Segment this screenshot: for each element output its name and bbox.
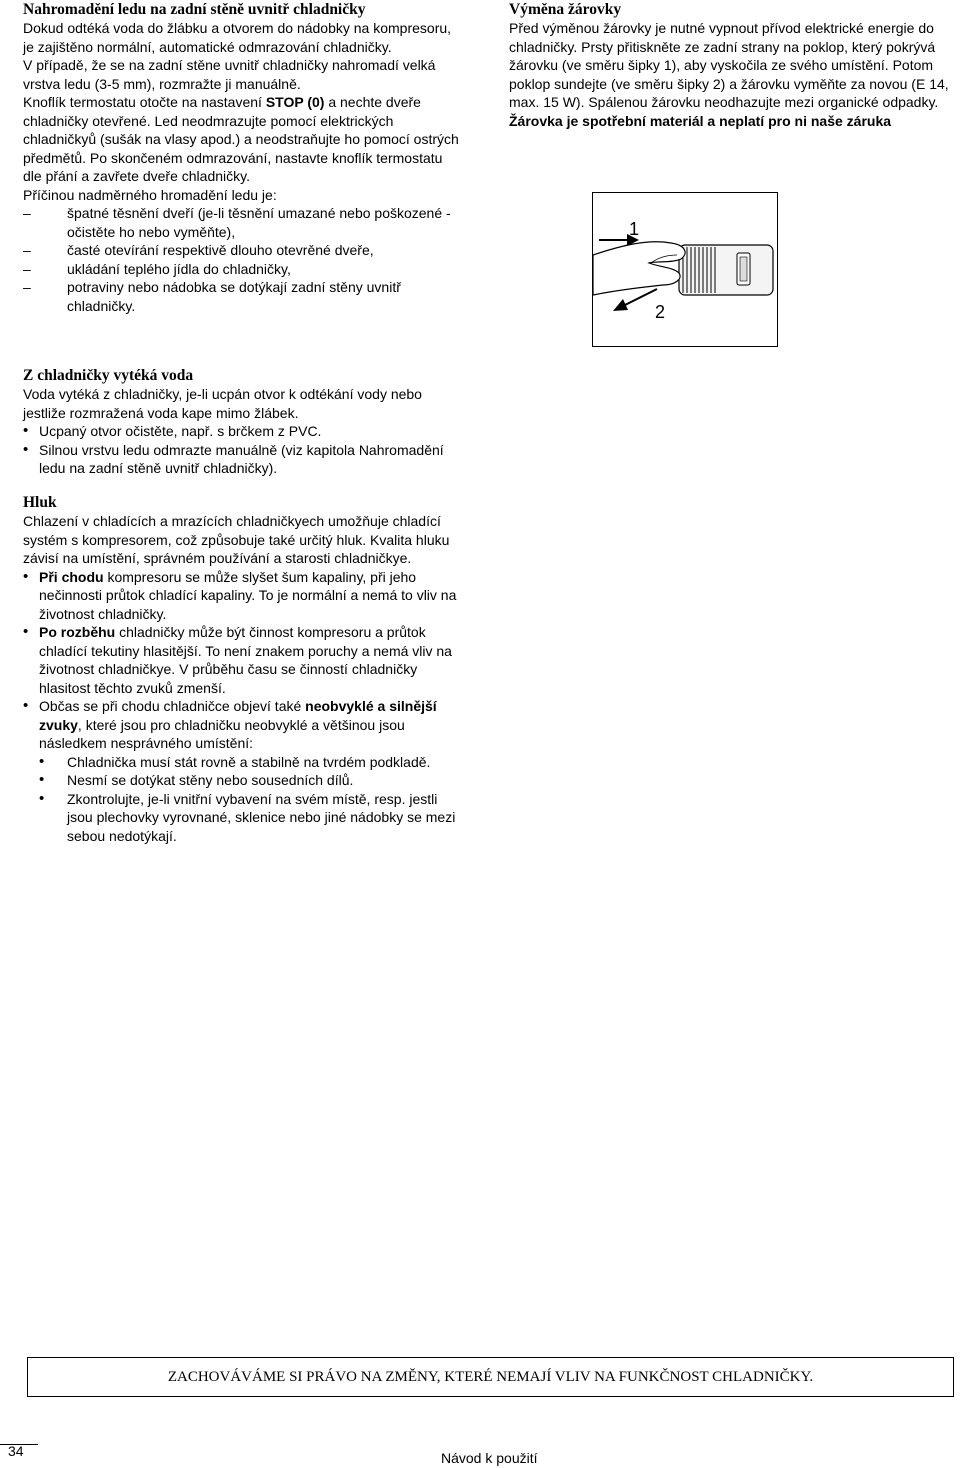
section-noise — [23, 493, 463, 845]
section-heading: Nahromadění ledu na zadní stěně uvnitř chladničky — [23, 1, 366, 18]
list-item: – špatné těsnění dveří (je-li těsnění umazané nebo poškozené - očistěte ho nebo vyměňte), — [23, 204, 463, 241]
list-item: • Při chodu kompresoru se může slyšet šum kapaliny, při jeho nečinnosti průtok chladící kapaliny. To je normální a nemá to vliv na životnost chladničky. — [23, 568, 463, 624]
bulb-replacement-figure — [592, 192, 778, 347]
paragraph: Knoflík termostatu otočte na nastavení STOP (0) a nechte dveře chladničky otevřené. Led neodmrazujte pomocí elektrických chladničkyů (sušák na vlasy apod.) a neodstraňujte ho pomocí ostrých předmětů. Po skončeném odmrazování, nastavte knoflík termostatu dle přání a zavřete dveře chladničky. — [23, 94, 459, 184]
bulb-illustration — [593, 193, 777, 346]
list-item: • Občas se při chodu chladničce objeví také neobvyklé a silnější zvuky, které jsou pro chladničku neobvyklé a většinou jsou následkem nesprávného umístění: • Chladnička musí stát rovně a stabilně na tvrdém podkladě. • Nesmí se dotýkat stěny nebo sousedních dílů. • Zkontrolujte, je-li vnitřní vybavení na svém místě, resp. jestli jsou plechovky vyrovnané, sklenice nebo jiné nádobky se mezi sebou nedotýkají. — [23, 697, 463, 845]
rights-notice: ZACHOVÁVÁME SI PRÁVO NA ZMĚNY, KTERÉ NEMAJÍ VLIV NA FUNKČNOST CHLADNIČKY. — [27, 1357, 954, 1397]
arrow-label-2: 2 — [655, 302, 666, 322]
list-item: – ukládání teplého jídla do chladničky, — [23, 260, 463, 279]
list-item: – časté otevírání respektivě dlouho otevrěné dveře, — [23, 241, 463, 260]
section-ice-buildup — [23, 0, 463, 315]
list-item: • Po rozběhu chladničky může být činnost kompresoru a průtok chladící tekutiny hlasitější. To není znakem poruchy a nemá vliv na životnost chladničkye. V průběhu času se činností chladničky hlasitost těchto zvuků zmenší. — [23, 623, 463, 697]
page-number: 34 — [8, 1443, 24, 1459]
right-column — [509, 0, 954, 130]
paragraph: V případě, že se na zadní stěne uvnitř chladničky nahromadí velká vrstva ledu (3-5 mm), rozmražte ji manuálně. — [23, 57, 436, 92]
section-heading: Výměna žárovky — [509, 1, 622, 18]
arrow-label-1: 1 — [629, 219, 640, 239]
section-water-leak — [23, 366, 463, 478]
list-item: • Silnou vrstvu ledu odmrazte manuálně (viz kapitola Nahromadění ledu na zadní stěně uvnitř chladničky). — [23, 441, 463, 478]
list-item: – potraviny nebo nádobka se dotýkají zadní stěny uvnitř chladničky. — [23, 278, 463, 315]
paragraph: Voda vytéká z chladničky, je-li ucpán otvor k odtékání vody nebo jestliže rozmražená voda kape mimo žlábek. — [23, 386, 422, 421]
warranty-note: Žárovka je spotřební materiál a neplatí pro ni naše záruka — [509, 112, 892, 129]
list-item: • Nesmí se dotýkat stěny nebo sousedních dílů. — [39, 771, 463, 790]
paragraph: Před výměnou žárovky je nutné vypnout přívod elektrické energie do chladničky. Prsty přitiskněte ze zadní strany na poklop, který pokrývá žárovku (ve směru šipky 1), aby vyskočila ze svého umístění. Potom poklop sundejte (ve směru šipky 2) a žárovku vyměňte za novou (E 14, max. 15 W). Spálenou žárovku neodhazujte mezi organické odpadky. — [509, 20, 949, 110]
list-item: • Ucpaný otvor očistěte, např. s brčkem z PVC. — [23, 422, 463, 441]
paragraph: Dokud odtéká voda do žlábku a otvorem do nádobky na kompresoru, je zajištěno normální, automatické odmrazování chladničky. — [23, 20, 452, 55]
paragraph: Chlazení v chladících a mrazících chladničkyech umožňuje chladící systém s kompresorem, což způsobuje také určitý hluk. Kvalita hluku závisí na umístění, správném používání a starosti chladničkye. — [23, 513, 450, 566]
bullet-list — [23, 568, 463, 846]
list-item: • Zkontrolujte, je-li vnitřní vybavení na svém místě, resp. jestli jsou plechovky vyrovnané, sklenice nebo jiné nádobky se mezi sebou nedotýkají. — [39, 790, 463, 846]
paragraph: Příčinou nadměrného hromadění ledu je: — [23, 186, 277, 203]
bullet-list — [23, 422, 463, 478]
section-heading: Hluk — [23, 494, 57, 511]
sub-list — [39, 753, 463, 846]
cause-list — [23, 204, 463, 315]
manual-title: Návod k použití — [441, 1450, 538, 1466]
list-item: • Chladnička musí stát rovně a stabilně na tvrdém podkladě. — [39, 753, 463, 772]
section-heading: Z chladničky vytéká voda — [23, 367, 194, 384]
